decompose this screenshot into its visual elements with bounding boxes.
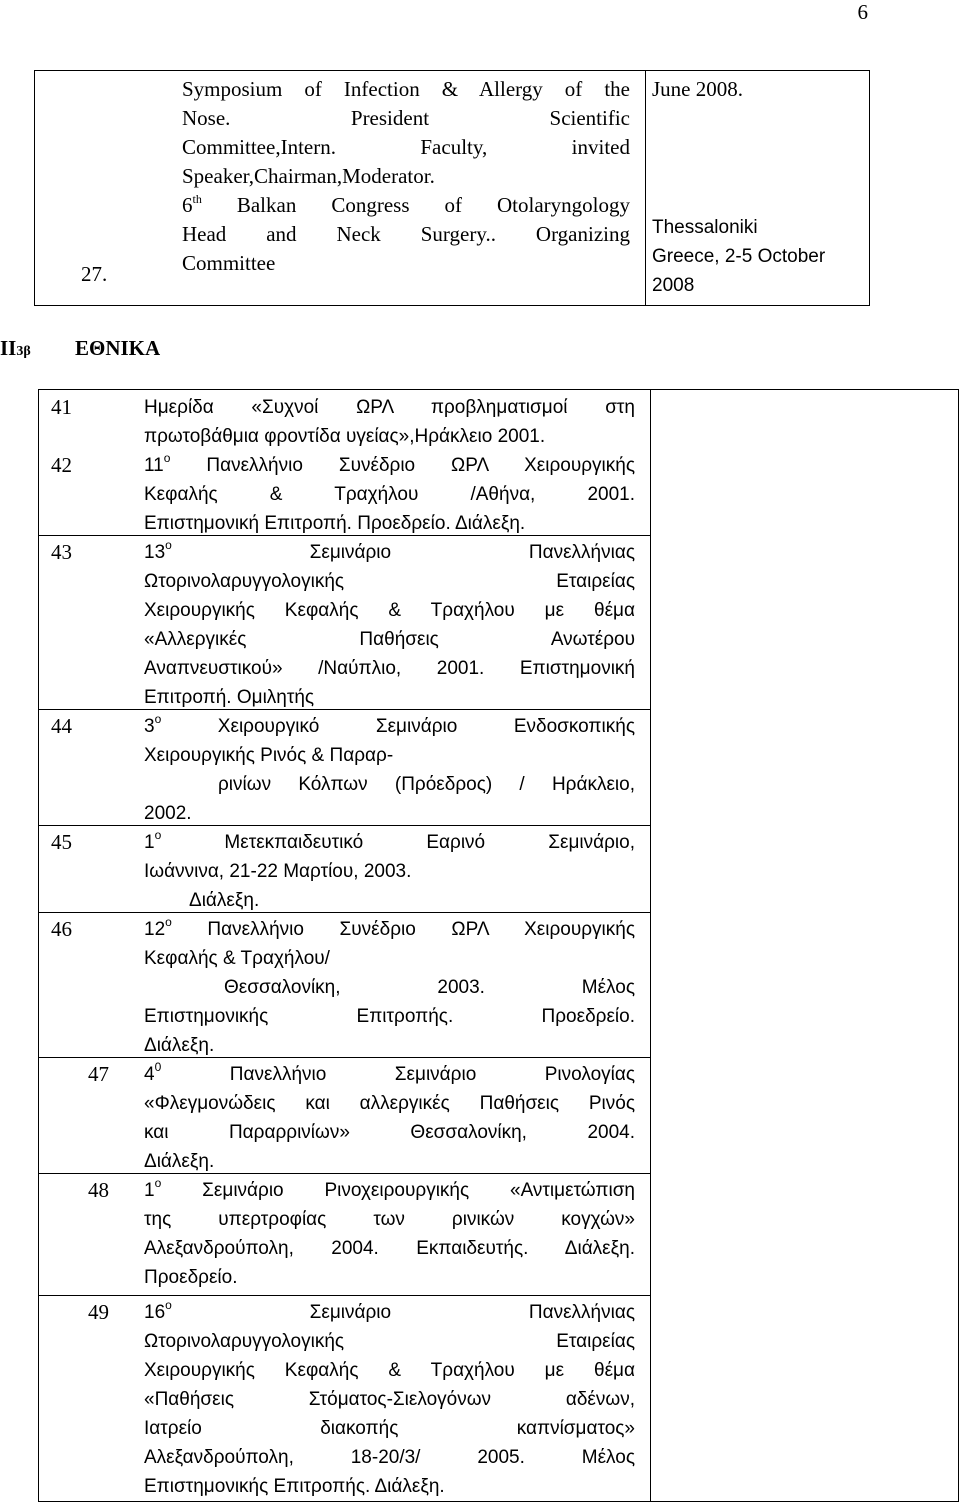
text-line: της υπερτροφίας των ρινικών κογχών» [144, 1209, 635, 1230]
text-line [144, 712, 635, 741]
text-line: Θεσσαλονίκη, 2003. Μέλος [224, 977, 635, 998]
entry-number: 43 [51, 540, 72, 564]
ordinal-number: 3 [144, 716, 155, 737]
text-line [144, 538, 635, 567]
text-line: Χειρουργικής Ρινός & Παραρ- [144, 745, 394, 766]
page-number: 6 [857, 0, 868, 24]
entry-number: 48 [88, 1178, 109, 1202]
entry-number: 45 [51, 830, 72, 854]
column-divider [650, 390, 651, 1501]
text-line: Αλεξανδρούπολη, 2004. Εκπαιδευτής. Διάλεξη. [144, 1238, 635, 1259]
text-fragment: Πανελλήνιο Συνέδριο ΩΡΛ Χειρουργικής [170, 455, 635, 476]
continued-entry [182, 75, 630, 278]
row-separator [39, 1057, 650, 1058]
row-separator [39, 912, 650, 913]
text-line: Κεφαλής & Τραχήλου/ [144, 948, 330, 969]
top-table [34, 70, 870, 306]
text-line: ρινίων Κόλπων (Πρόεδρος) / Ηράκλειο, [218, 774, 635, 795]
section-code-main: II [0, 336, 17, 360]
entry-text [144, 1176, 635, 1292]
entry-27-line [182, 191, 630, 220]
entry-text [144, 538, 635, 712]
text-line: Κεφαλής & Τραχήλου /Αθήνα, 2001. [144, 484, 635, 505]
text-fragment: Μετεκπαιδευτικό Εαρινό Σεμινάριο, [161, 832, 635, 853]
entry-text [144, 712, 635, 828]
text-fragment: Πανελλήνιο Σεμινάριο Ρινολογίας [161, 1064, 635, 1085]
entry-number: 42 [51, 453, 72, 477]
text-line [144, 915, 635, 944]
text-fragment: Σεμινάριο Ρινοχειρουργικής «Αντιμετώπιση [161, 1180, 635, 1201]
text-line: Ιωάννινα, 21-22 Μαρτίου, 2003. [144, 861, 412, 882]
entry-number: 44 [51, 714, 72, 738]
text-fragment: Balkan Congress of Otolaryngology [201, 193, 630, 217]
ordinal-suffix: 0 [154, 1060, 162, 1074]
place-line: Thessaloniki [652, 217, 758, 238]
text-line: Επιστημονική Επιτροπή. Προεδρείο. Διάλεξη. [144, 513, 526, 534]
text-line: «Παθήσεις Στόματος-Σιελογόνων αδένων, [144, 1389, 635, 1410]
section-code-sub: 3β [16, 344, 31, 359]
row-separator [39, 825, 650, 826]
entry-text [144, 451, 635, 538]
row-separator [39, 535, 650, 536]
text-line: Επιστημονικής Επιτροπής. Διάλεξη. [144, 1476, 445, 1497]
text-line: «Φλεγμονώδεις και αλλεργικές Παθήσεις Ρινός [144, 1093, 635, 1114]
text-line: Ιατρείο διακοπής καπνίσματος» [144, 1418, 635, 1439]
text-line: Διάλεξη. [144, 1151, 215, 1172]
ordinal-suffix: ο [154, 712, 162, 726]
text-line: «Αλλεργικές Παθήσεις Ανωτέρου [144, 629, 635, 650]
text-line: Committee,Intern. Faculty, invited [182, 135, 630, 159]
entry-text [144, 1298, 635, 1501]
text-line [144, 1298, 635, 1327]
text-line: Αλεξανδρούπολη, 18-20/3/ 2005. Μέλος [144, 1447, 635, 1468]
ordinal-number: 1 [144, 1180, 155, 1201]
ordinal-number: 12 [144, 919, 166, 940]
ordinal-suffix: ο [154, 828, 162, 842]
entry-text [144, 393, 635, 451]
entry-number: 46 [51, 917, 72, 941]
place-line: Greece, 2-5 October [652, 246, 826, 267]
national-entries-table [38, 389, 959, 1502]
text-fragment: Πανελλήνιο Συνέδριο ΩΡΛ Χειρουργικής [171, 919, 635, 940]
ordinal-suffix: ο [154, 1176, 162, 1190]
text-line: Ημερίδα «Συχνοί ΩΡΛ προβληματισμοί στη [144, 397, 635, 418]
entry-number: 41 [51, 395, 72, 419]
text-line: και Παραρρινίων» Θεσσαλονίκη, 2004. [144, 1122, 635, 1143]
section-title: ΕΘΝΙΚΑ [75, 336, 161, 360]
text-line: Διάλεξη. [144, 1035, 215, 1056]
text-line: Διάλεξη. [189, 890, 260, 911]
row-separator [39, 709, 650, 710]
ordinal-suffix: th [192, 192, 202, 206]
row-separator [39, 1173, 650, 1174]
ordinal-number: 11 [144, 455, 164, 476]
text-line: Επιστημονικής Επιτροπής. Προεδρείο. [144, 1006, 635, 1027]
text-fragment: Χειρουργικό Σεμινάριο Ενδοσκοπικής [161, 716, 635, 737]
ordinal-suffix: ο [165, 538, 172, 552]
text-line: Ωτορινολαρυγγολογικής Εταιρείας [144, 571, 635, 592]
ordinal-suffix: ο [165, 915, 172, 929]
text-fragment: Σεμινάριο Πανελλήνιας [171, 542, 635, 563]
ordinal-number: 16 [144, 1302, 166, 1323]
text-line: Προεδρείο. [144, 1267, 238, 1288]
section-code [0, 336, 31, 361]
column-divider [645, 71, 646, 305]
text-fragment: Σεμινάριο Πανελλήνιας [171, 1302, 635, 1323]
ordinal-number: 6 [182, 193, 193, 217]
text-line [144, 1060, 635, 1089]
entry-number: 47 [88, 1062, 109, 1086]
entry-text [144, 1060, 635, 1176]
text-line: Head and Neck Surgery.. Organizing [182, 222, 630, 246]
text-line: Committee [182, 251, 276, 275]
ordinal-suffix: ο [163, 451, 171, 465]
ordinal-number: 4 [144, 1064, 155, 1085]
ordinal-number: 13 [144, 542, 166, 563]
event-date: June 2008. [652, 77, 743, 101]
entry-number: 49 [88, 1300, 109, 1324]
text-line: πρωτοβάθμια φροντίδα υγείας»,Ηράκλειο 2001. [144, 426, 546, 447]
text-line [144, 1176, 635, 1205]
row-separator [39, 1295, 650, 1296]
text-line [144, 451, 635, 480]
ordinal-suffix: ο [165, 1298, 172, 1312]
text-line: Επιτροπή. Ομιλητής [144, 687, 315, 708]
ordinal-number: 1 [144, 832, 155, 853]
text-line: Χειρουργικής Κεφαλής & Τραχήλου με θέμα [144, 600, 635, 621]
entry-text [144, 828, 635, 915]
text-line: 2002. [144, 803, 192, 824]
text-line: Χειρουργικής Κεφαλής & Τραχήλου με θέμα [144, 1360, 635, 1381]
text-line: Symposium of Infection & Allergy of the [182, 77, 630, 101]
place-line: 2008 [652, 275, 695, 296]
text-line: Speaker,Chairman,Moderator. [182, 164, 435, 188]
text-line: Nose. President Scientific [182, 106, 630, 130]
text-line: Ωτορινολαρυγγολογικής Εταιρείας [144, 1331, 635, 1352]
event-place [652, 213, 862, 300]
text-line: Αναπνευστικού» /Ναύπλιο, 2001. Επιστημονική [144, 658, 635, 679]
text-line [144, 828, 635, 857]
entry-text [144, 915, 635, 1060]
entry-number: 27. [81, 262, 108, 286]
